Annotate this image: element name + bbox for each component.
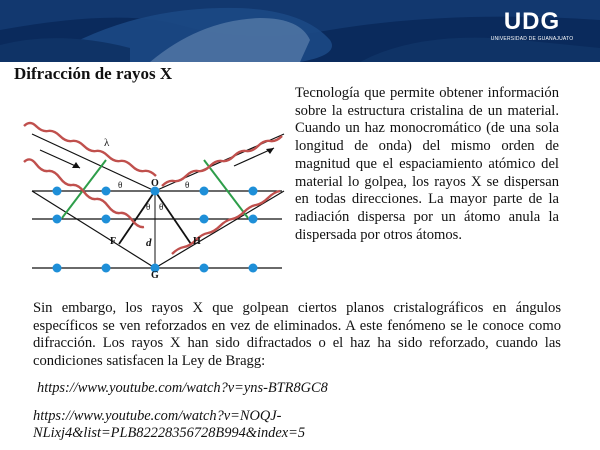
atom <box>200 264 209 273</box>
label-point-h: H <box>193 236 201 247</box>
slide-title: Difracción de rayos X <box>14 64 173 83</box>
wavefront-right <box>204 160 248 218</box>
atom <box>102 187 111 196</box>
label-point-g: G <box>151 270 159 281</box>
atom <box>102 264 111 273</box>
label-theta-inner-left: θ <box>146 202 151 212</box>
atom <box>53 187 62 196</box>
label-theta-right: θ <box>185 180 190 190</box>
incident-ray-upper <box>32 134 155 191</box>
label-spacing-d: d <box>146 237 152 249</box>
atom <box>249 264 258 273</box>
logo-subtext: UNIVERSIDAD DE GUANAJUATO <box>490 36 574 42</box>
incident-wave-lower <box>24 159 144 227</box>
bragg-diagram <box>22 106 292 281</box>
atom <box>53 215 62 224</box>
university-logo <box>482 8 582 42</box>
wavefront-left <box>62 160 106 218</box>
atom <box>200 187 209 196</box>
logo-mark: UDG <box>503 8 561 35</box>
label-point-f: F <box>110 236 117 247</box>
video-link-2[interactable]: https://www.youtube.com/watch?v=NOQJ-NLixj4&list=PLB82228356728B994&index=5 <box>33 408 306 441</box>
atom <box>53 264 62 273</box>
label-theta-inner-right: θ <box>159 202 164 212</box>
incident-ray-lower <box>32 191 155 268</box>
label-theta-left: θ <box>118 180 123 190</box>
reflected-ray-lower <box>155 191 284 268</box>
atom <box>249 215 258 224</box>
reflected-wave-lower <box>172 191 280 254</box>
incident-wave-upper <box>24 123 156 176</box>
reflected-wave-upper <box>162 136 282 186</box>
atom <box>200 215 209 224</box>
label-point-o: O <box>151 178 159 189</box>
atom <box>249 187 258 196</box>
body-paragraph: Sin embargo, los rayos X que golpean ciertos planos cristalográficos en ángulos específicos se ven reforzados en vez de eliminados. A este fenómeno se le conoce como difracción. Los rayos X han sido difractados o el haz ha sido reforzado, cuando las condiciones satisfacen la Ley de Bragg: <box>33 300 561 370</box>
line-oh <box>155 191 191 244</box>
intro-paragraph: Tecnología que permite obtener información sobre la estructura cristalina de un material. Cuando un haz monocromático (de una sola longitud de onda) del mismo orden de magnitud que el espaciamiento atómico del material lo golpea, los rayos X se dispersan en todas direcciones. La mayor parte de la radiación dispersa por un átomo anula la dispersada por otros átomos. <box>295 85 559 243</box>
label-lambda: λ <box>104 137 110 149</box>
video-link-1[interactable]: https://www.youtube.com/watch?v=yns-BTR8GC8 <box>37 380 328 396</box>
atom <box>102 215 111 224</box>
